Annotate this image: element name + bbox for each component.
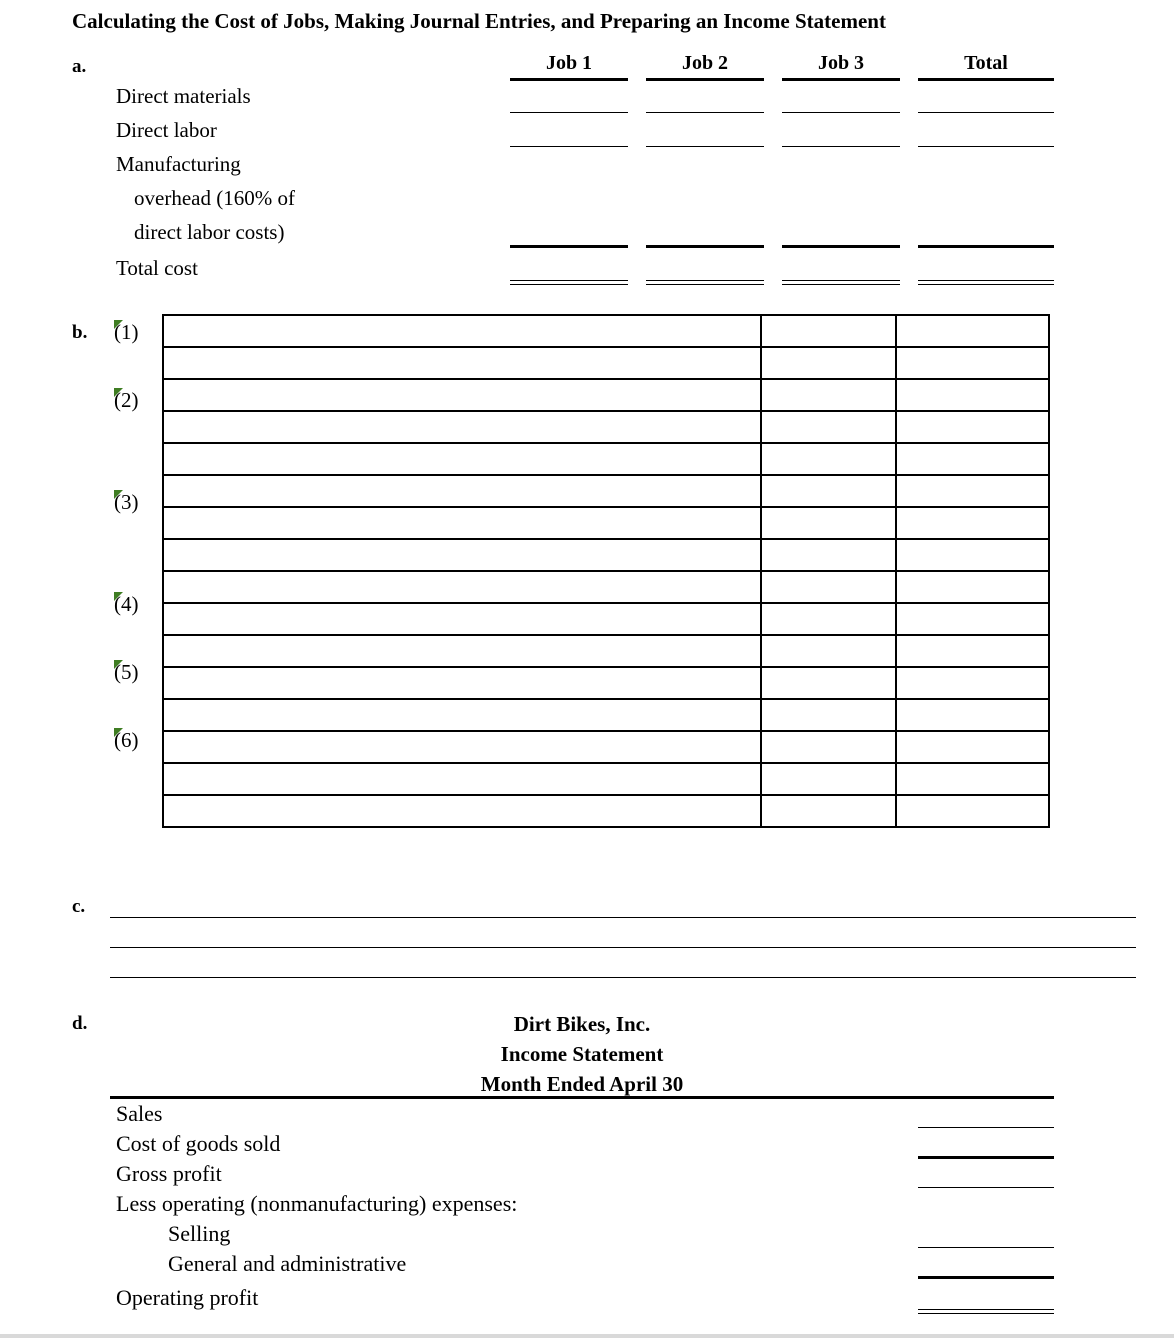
section-b-label: b. — [72, 322, 88, 343]
journal-entry-ref-1: (1) — [114, 320, 139, 344]
answer-line-c-1[interactable] — [110, 917, 1136, 918]
answer-line-cogs[interactable] — [918, 1156, 1054, 1159]
page-title: Calculating the Cost of Jobs, Making Journal Entries, and Preparing an Income Statement — [72, 9, 886, 33]
credit-cell[interactable] — [896, 347, 1049, 379]
row-label-direct-labor: Direct labor — [116, 118, 217, 142]
table-row — [163, 603, 1049, 635]
column-header-job2: Job 2 — [646, 50, 764, 81]
table-row — [163, 795, 1049, 827]
debit-cell[interactable] — [761, 603, 896, 635]
account-cell[interactable] — [163, 635, 761, 667]
comment-marker-icon — [114, 388, 123, 397]
answer-line-operating-profit[interactable] — [918, 1309, 1054, 1314]
table-row — [163, 315, 1049, 347]
answer-line-c-2[interactable] — [110, 947, 1136, 948]
company-name: Dirt Bikes, Inc. — [513, 1012, 651, 1036]
journal-entry-grid — [162, 314, 1050, 828]
table-row — [163, 699, 1049, 731]
journal-entry-ref-5: (5) — [114, 660, 139, 684]
section-d-label: d. — [72, 1013, 88, 1034]
journal-entry-ref-3: (3) — [114, 490, 139, 514]
account-cell[interactable] — [163, 507, 761, 539]
table-row — [163, 539, 1049, 571]
account-cell[interactable] — [163, 699, 761, 731]
is-label-less-opex: Less operating (nonmanufacturing) expenses: — [116, 1191, 518, 1216]
credit-cell[interactable] — [896, 411, 1049, 443]
row-label-direct-labor-costs: direct labor costs) — [134, 220, 285, 244]
account-cell[interactable] — [163, 731, 761, 763]
section-c-label: c. — [72, 896, 86, 917]
debit-cell[interactable] — [761, 411, 896, 443]
table-row — [163, 347, 1049, 379]
journal-entry-ref-6: (6) — [114, 728, 139, 752]
debit-cell[interactable] — [761, 699, 896, 731]
answer-line-c-3[interactable] — [110, 977, 1136, 978]
account-cell[interactable] — [163, 411, 761, 443]
credit-cell[interactable] — [896, 667, 1049, 699]
credit-cell[interactable] — [896, 763, 1049, 795]
comment-marker-icon — [114, 592, 123, 601]
journal-entry-ref-4: (4) — [114, 592, 139, 616]
account-cell[interactable] — [163, 667, 761, 699]
row-label-total-cost: Total cost — [116, 256, 198, 280]
journal-entry-ref-2: (2) — [114, 388, 139, 412]
table-row — [163, 571, 1049, 603]
debit-cell[interactable] — [761, 507, 896, 539]
answer-line-gross-profit[interactable] — [918, 1187, 1054, 1188]
table-row — [163, 731, 1049, 763]
credit-cell[interactable] — [896, 795, 1049, 827]
is-label-ga: General and administrative — [168, 1251, 407, 1276]
bottom-scroll-edge — [0, 1334, 1174, 1338]
section-a-label: a. — [72, 56, 87, 77]
answer-line-ga[interactable] — [918, 1276, 1054, 1279]
is-label-operating-profit: Operating profit — [116, 1285, 259, 1310]
debit-cell[interactable] — [761, 443, 896, 475]
comment-marker-icon — [114, 320, 123, 329]
row-label-manufacturing: Manufacturing — [116, 152, 241, 176]
credit-cell[interactable] — [896, 635, 1049, 667]
table-row — [163, 507, 1049, 539]
table-row — [163, 635, 1049, 667]
debit-cell[interactable] — [761, 731, 896, 763]
debit-cell[interactable] — [761, 571, 896, 603]
account-cell[interactable] — [163, 475, 761, 507]
is-label-sales: Sales — [116, 1101, 163, 1126]
account-cell[interactable] — [163, 347, 761, 379]
debit-cell[interactable] — [761, 539, 896, 571]
is-label-gross-profit: Gross profit — [116, 1161, 222, 1186]
credit-cell[interactable] — [896, 571, 1049, 603]
credit-cell[interactable] — [896, 539, 1049, 571]
comment-marker-icon — [114, 660, 123, 669]
account-cell[interactable] — [163, 315, 761, 347]
is-label-selling: Selling — [168, 1221, 231, 1246]
debit-cell[interactable] — [761, 635, 896, 667]
credit-cell[interactable] — [896, 475, 1049, 507]
column-header-job3: Job 3 — [782, 50, 900, 81]
heading-rule — [110, 1096, 1054, 1099]
credit-cell[interactable] — [896, 443, 1049, 475]
statement-period: Month Ended April 30 — [480, 1072, 684, 1096]
account-cell[interactable] — [163, 571, 761, 603]
debit-cell[interactable] — [761, 379, 896, 411]
credit-cell[interactable] — [896, 379, 1049, 411]
credit-cell[interactable] — [896, 699, 1049, 731]
comment-marker-icon — [114, 728, 123, 737]
account-cell[interactable] — [163, 603, 761, 635]
column-header-job1: Job 1 — [510, 50, 628, 81]
debit-cell[interactable] — [761, 667, 896, 699]
table-row — [163, 475, 1049, 507]
table-row — [163, 411, 1049, 443]
debit-cell[interactable] — [761, 315, 896, 347]
table-row — [163, 763, 1049, 795]
account-cell[interactable] — [163, 443, 761, 475]
credit-cell[interactable] — [896, 731, 1049, 763]
credit-cell[interactable] — [896, 315, 1049, 347]
account-cell[interactable] — [163, 795, 761, 827]
debit-cell[interactable] — [761, 347, 896, 379]
account-cell[interactable] — [163, 379, 761, 411]
credit-cell[interactable] — [896, 603, 1049, 635]
debit-cell[interactable] — [761, 475, 896, 507]
table-row — [163, 379, 1049, 411]
credit-cell[interactable] — [896, 507, 1049, 539]
account-cell[interactable] — [163, 539, 761, 571]
row-label-direct-materials: Direct materials — [116, 84, 251, 108]
debit-cell[interactable] — [761, 763, 896, 795]
answer-line-sales[interactable] — [918, 1127, 1054, 1128]
table-row — [163, 667, 1049, 699]
answer-line-selling[interactable] — [918, 1247, 1054, 1248]
account-cell[interactable] — [163, 763, 761, 795]
column-header-total: Total — [918, 50, 1054, 81]
statement-name: Income Statement — [500, 1042, 664, 1066]
debit-cell[interactable] — [761, 795, 896, 827]
row-label-overhead-rate: overhead (160% of — [134, 186, 295, 210]
comment-marker-icon — [114, 490, 123, 499]
table-row — [163, 443, 1049, 475]
is-label-cogs: Cost of goods sold — [116, 1131, 281, 1156]
